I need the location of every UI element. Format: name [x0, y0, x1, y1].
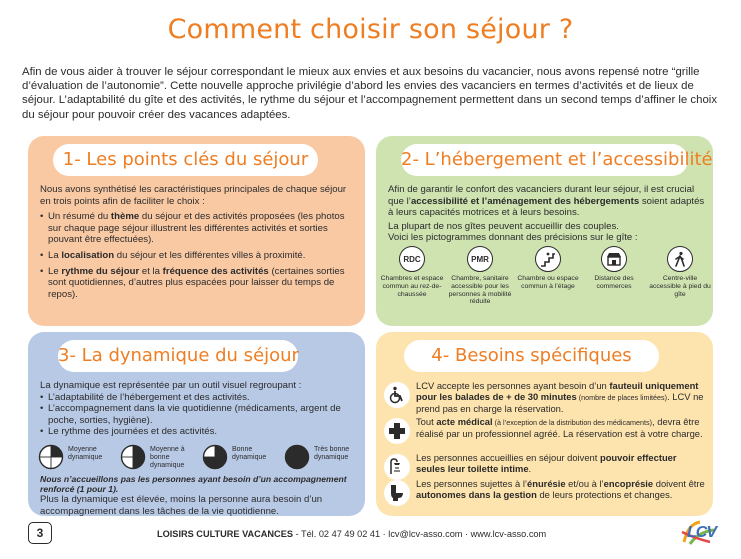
section-accommodation-body — [388, 184, 706, 246]
dynamics-level-label: Bonne dynamique — [232, 446, 267, 461]
dynamics-footer: Plus la dynamique est élevée, moins la personne aura besoin d’un accompagnement dans les tâches de la vie quotidienne. — [40, 494, 323, 517]
toilet-icon — [384, 480, 410, 506]
shops-icon — [601, 246, 627, 272]
footer-contact-details: - Tél. 02 47 49 02 41 · lcv@lcv-asso.com · www.lcv-asso.com — [292, 529, 547, 539]
dynamics-gauge-icon — [120, 444, 146, 470]
picto-caption: Chambre ou espace commun à l’étage — [517, 275, 579, 290]
dynamics-gauge-icon — [202, 444, 228, 470]
lcv-logo — [680, 518, 720, 548]
shower-icon — [384, 454, 410, 480]
section-key-points-body — [40, 184, 358, 304]
section-accommodation-title: 2- L’hébergement et l’accessibilité — [401, 144, 688, 176]
wheelchair-icon — [384, 382, 410, 408]
need-incontinence — [384, 478, 706, 508]
need-text: Les personnes accueillies en séjour doivent pouvoir effectuer seules leur toilette intime. — [416, 452, 677, 474]
pmr-icon: PMR — [467, 246, 493, 272]
key-points-list — [40, 211, 358, 300]
dynamics-list — [40, 392, 358, 438]
picto-rdc — [380, 246, 444, 298]
section-accommodation — [376, 136, 713, 326]
intro-paragraph: Afin de vous aider à trouver le séjour correspondant le mieux aux envies et aux besoins du vacancier, nous avons repensé notre “grille d’évaluation de l’autonomie”. Cette nouvelle approche privilégie d’abord les envies des vacanciers en termes d’activités et de lieux de séjour. L’adaptabilité du gîte et des activités, le rythme du séjour et l’accompagnement permettent dans un second temps d’affiner le choix du séjour pour pouvoir créer des vacances adaptées. — [22, 66, 718, 121]
picto-walking — [648, 246, 712, 298]
section-key-points-title: 1- Les points clés du séjour — [53, 144, 318, 176]
need-text: Tout acte médical (à l’exception de la distribution des médicaments), devra être réalisé par un professionnel agréé. La réservation est à votre charge. — [416, 416, 703, 439]
logo-text: LCV — [687, 524, 716, 541]
accommodation-pictos-intro: Voici les pictogrammes donnant des précisions sur le gîte : — [388, 232, 638, 244]
rdc-icon: RDC — [399, 246, 425, 272]
medical-cross-icon — [384, 418, 410, 444]
key-point-theme: • Un résumé du thème du séjour et des activités proposées (les photos sur chaque page séjour illustrent les différentes activités et sorties pouvant être effectuées). — [40, 211, 358, 246]
key-point-rhythm: • Le rythme du séjour et la fréquence des activités (certaines sorties sont quotidiennes, d’autres plus espacées pour laisser du temps de repos). — [40, 266, 358, 301]
dynamics-item: • L’accompagnement dans la vie quotidienne (médicaments, argent de poche, sorties, hygiène). — [40, 403, 358, 426]
dynamics-item: • Le rythme des journées et des activités. — [40, 426, 358, 438]
need-wheelchair — [384, 380, 706, 414]
section-dynamics-body — [40, 380, 358, 438]
dynamics-gauge-icon — [38, 444, 64, 470]
footer-contact — [157, 529, 546, 539]
section-dynamics — [28, 332, 365, 516]
picto-caption: Centre-ville accessible à pied du gîte — [649, 275, 711, 298]
page-title: Comment choisir son séjour ? — [167, 14, 574, 45]
dynamics-intro: La dynamique est représentée par un outil visuel regroupant : — [40, 380, 302, 391]
section-key-points-intro: Nous avons synthétisé les caractéristiques principales de chaque séjour en trois points afin de faciliter le choix : — [40, 184, 347, 207]
section-key-points — [28, 136, 365, 326]
picto-stairs — [516, 246, 580, 291]
need-text: Les personnes sujettes à l’énurésie et/ou à l’encoprésie doivent être autonomes dans la gestion de leurs protections et changes. — [416, 478, 705, 500]
page-number: 3 — [28, 522, 52, 544]
dynamics-item: • L’adaptabilité de l’hébergement et des activités. — [40, 392, 358, 404]
key-point-location: • La localisation du séjour et les différentes villes à proximité. — [40, 250, 358, 262]
picto-pmr — [448, 246, 512, 306]
section-specific-needs-title: 4- Besoins spécifiques — [404, 340, 659, 372]
dynamics-legend — [38, 444, 358, 474]
dynamics-level-label: Moyenne dynamique — [68, 446, 103, 461]
need-medical — [384, 416, 706, 446]
pictogram-row — [376, 246, 713, 326]
stairs-icon — [535, 246, 561, 272]
accommodation-couples: La plupart de nos gîtes peuvent accueillir des couples. — [388, 220, 619, 232]
dynamics-note: Nous n’accueillons pas les personnes ayant besoin d’un accompagnement renforcé (1 pour 1). — [40, 474, 347, 494]
accommodation-paragraph: Afin de garantir le confort des vacanciers durant leur séjour, il est crucial que l’accessibilité et l’aménagement des hébergements soient adaptés à leurs capacités motrices et à leurs besoins. — [388, 184, 705, 219]
gauge-fill — [51, 446, 63, 458]
dynamics-gauge-icon — [284, 444, 310, 470]
picto-caption: Distance des commerces — [594, 275, 634, 290]
walking-icon — [667, 246, 693, 272]
picto-caption: Chambres et espace commun au rez-de-chaussée — [380, 275, 444, 298]
picto-caption: Chambre, sanitaire accessible pour les personnes à mobilité réduite — [448, 275, 512, 306]
picto-shops — [582, 246, 646, 291]
need-text: LCV accepte les personnes ayant besoin d’un fauteuil uniquement pour les balades de + de 30 minutes (nombre de places limitées). LCV ne prend pas en charge la réservation. — [416, 380, 704, 414]
section-dynamics-title: 3- La dynamique du séjour — [58, 340, 298, 372]
section-specific-needs — [376, 332, 713, 516]
dynamics-level-label: Moyenne à bonne dynamique — [150, 446, 185, 469]
footer-org: LOISIRS CULTURE VACANCES — [157, 529, 293, 539]
dynamics-level-label: Très bonne dynamique — [314, 446, 350, 461]
